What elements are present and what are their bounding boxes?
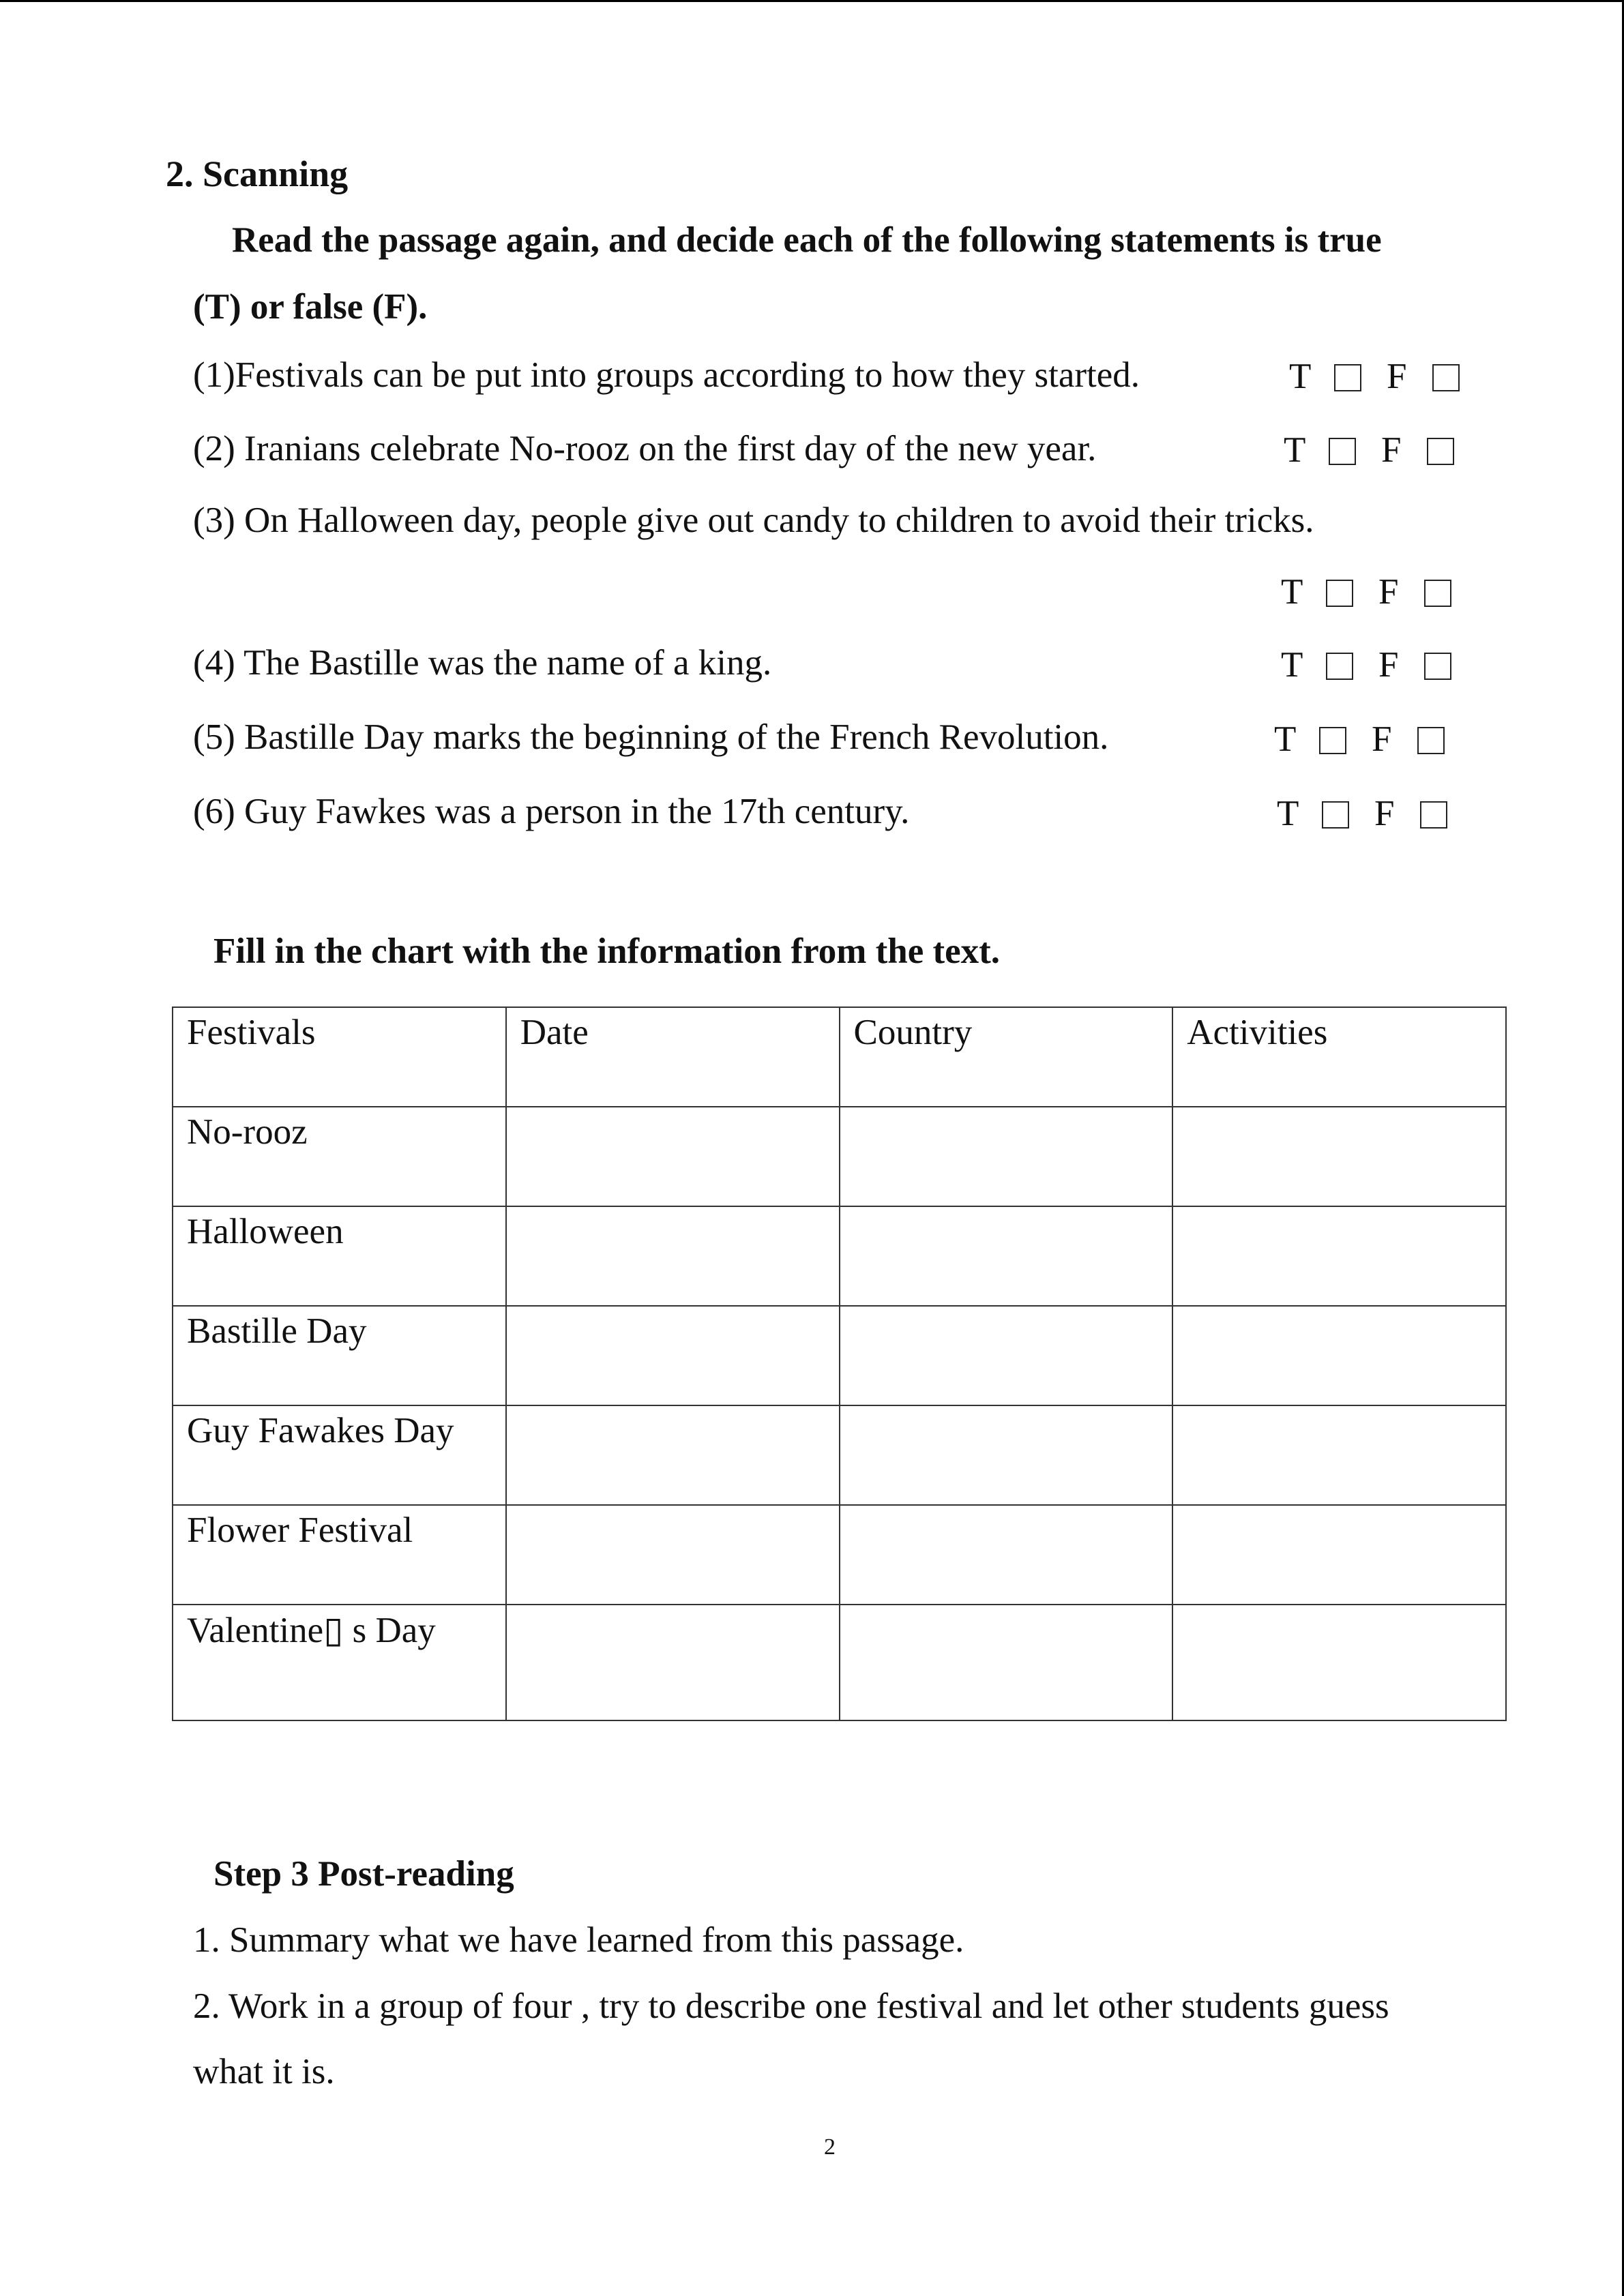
country-cell[interactable] xyxy=(840,1306,1173,1405)
country-cell[interactable] xyxy=(840,1605,1173,1720)
activities-cell[interactable] xyxy=(1172,1306,1506,1405)
date-cell[interactable] xyxy=(506,1306,840,1405)
false-label: F xyxy=(1387,357,1407,396)
true-checkbox[interactable] xyxy=(1334,364,1361,391)
table-header-row xyxy=(173,1007,1506,1107)
statement-4: (4) The Bastille was the name of a king. xyxy=(193,643,772,683)
activities-cell[interactable] xyxy=(1172,1505,1506,1605)
table-row xyxy=(173,1405,1506,1505)
header-festivals: Festivals xyxy=(173,1007,506,1107)
header-date: Date xyxy=(506,1007,840,1107)
date-cell[interactable] xyxy=(506,1405,840,1505)
table-row xyxy=(173,1107,1506,1206)
false-label: F xyxy=(1372,719,1392,759)
country-cell[interactable] xyxy=(840,1107,1173,1206)
true-label: T xyxy=(1284,430,1306,470)
festival-name: Bastille Day xyxy=(173,1306,506,1405)
true-checkbox[interactable] xyxy=(1326,580,1353,607)
false-checkbox[interactable] xyxy=(1424,580,1451,607)
page-number: 2 xyxy=(824,2134,836,2160)
false-checkbox[interactable] xyxy=(1420,801,1447,829)
date-cell[interactable] xyxy=(506,1107,840,1206)
table-row xyxy=(173,1206,1506,1306)
table-row xyxy=(173,1306,1506,1405)
false-label: F xyxy=(1381,430,1402,470)
true-label: T xyxy=(1281,645,1303,685)
true-label: T xyxy=(1289,357,1312,396)
statement-3: (3) On Halloween day, people give out candy to children to avoid their tricks. xyxy=(193,501,1314,540)
false-label: F xyxy=(1378,645,1399,685)
statement-6: (6) Guy Fawkes was a person in the 17th century. xyxy=(193,792,910,831)
statement-2: (2) Iranians celebrate No-rooz on the first day of the new year. xyxy=(193,429,1097,468)
post-reading-item-2: 2. Work in a group of four , try to describe one festival and let other students guess xyxy=(193,1986,1389,2026)
statement-1: (1)Festivals can be put into groups according to how they started. xyxy=(193,355,1140,395)
country-cell[interactable] xyxy=(840,1405,1173,1505)
section-title: 2. Scanning xyxy=(166,153,349,194)
true-label: T xyxy=(1274,719,1297,759)
activities-cell[interactable] xyxy=(1172,1605,1506,1720)
activities-cell[interactable] xyxy=(1172,1405,1506,1505)
false-label: F xyxy=(1378,572,1399,612)
table-row xyxy=(173,1505,1506,1605)
date-cell[interactable] xyxy=(506,1206,840,1306)
true-checkbox[interactable] xyxy=(1326,653,1353,680)
page-top-border xyxy=(0,0,1624,2)
country-cell[interactable] xyxy=(840,1206,1173,1306)
false-checkbox[interactable] xyxy=(1427,438,1454,465)
post-reading-item-2-cont: what it is. xyxy=(193,2052,335,2091)
false-checkbox[interactable] xyxy=(1432,364,1460,391)
false-label: F xyxy=(1374,794,1395,833)
header-activities: Activities xyxy=(1172,1007,1506,1107)
post-reading-title: Step 3 Post-reading xyxy=(213,1854,514,1894)
festival-name: Valentine▯ s Day xyxy=(173,1605,506,1720)
false-checkbox[interactable] xyxy=(1424,653,1451,680)
false-checkbox[interactable] xyxy=(1417,727,1445,754)
post-reading-item-1: 1. Summary what we have learned from this passage. xyxy=(193,1920,964,1960)
true-checkbox[interactable] xyxy=(1322,801,1349,829)
true-checkbox[interactable] xyxy=(1329,438,1356,465)
table-row xyxy=(173,1605,1506,1720)
header-country: Country xyxy=(840,1007,1173,1107)
festival-name: Guy Fawakes Day xyxy=(173,1405,506,1505)
statement-5: (5) Bastille Day marks the beginning of the French Revolution. xyxy=(193,717,1109,757)
date-cell[interactable] xyxy=(506,1605,840,1720)
festival-chart xyxy=(172,1007,1507,1721)
festival-name: No-rooz xyxy=(173,1107,506,1206)
instruction-line-2: (T) or false (F). xyxy=(193,287,428,327)
activities-cell[interactable] xyxy=(1172,1206,1506,1306)
country-cell[interactable] xyxy=(840,1505,1173,1605)
true-label: T xyxy=(1277,794,1299,833)
date-cell[interactable] xyxy=(506,1505,840,1605)
instruction-line-1: Read the passage again, and decide each of the following statements is true xyxy=(232,220,1382,260)
true-checkbox[interactable] xyxy=(1319,727,1346,754)
festival-name: Halloween xyxy=(173,1206,506,1306)
festival-name: Flower Festival xyxy=(173,1505,506,1605)
activities-cell[interactable] xyxy=(1172,1107,1506,1206)
true-label: T xyxy=(1281,572,1303,612)
chart-title: Fill in the chart with the information from the text. xyxy=(213,931,1001,971)
